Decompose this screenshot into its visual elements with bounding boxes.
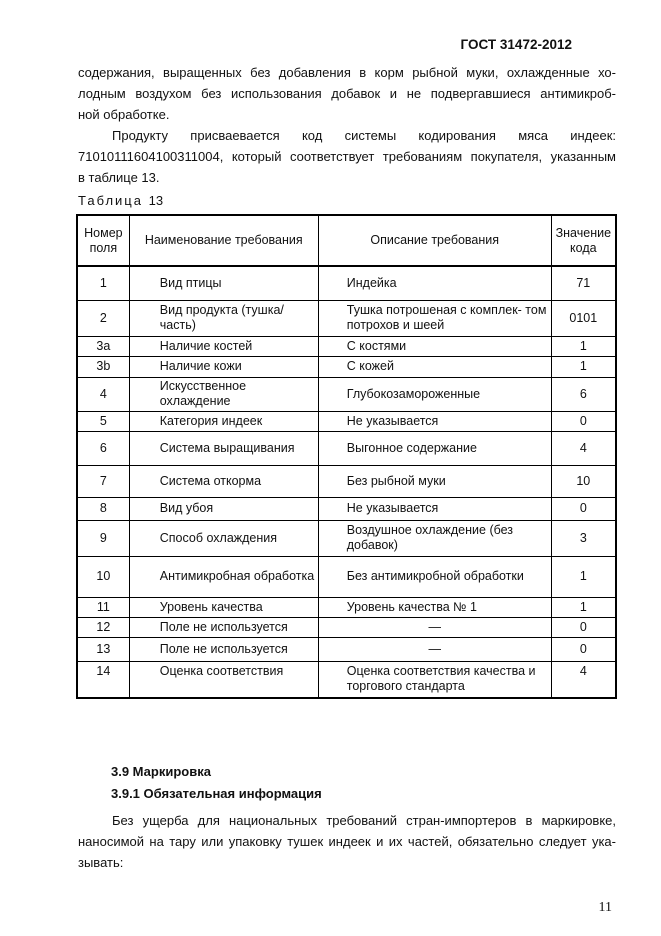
table-row: [77, 465, 616, 497]
code-value-cell: [551, 617, 616, 637]
requirement-description-cell-text: Воздушное охлаждение (без добавок): [346, 523, 514, 552]
field-number-cell: [77, 356, 129, 377]
table-row: [77, 377, 616, 411]
requirement-description-cell-text: Не указывается: [346, 501, 439, 515]
field-number-cell-text: 8: [99, 501, 107, 515]
text-line: Без ущерба для национальных требований стран-импортеров в маркировке,: [112, 813, 616, 828]
table-row: [77, 520, 616, 556]
field-number-cell: [77, 377, 129, 411]
text-line: 71010111604100311004, который соответствует требованиям покупателя, указанным: [78, 149, 616, 164]
requirement-description-cell: [318, 411, 551, 431]
code-value-cell-text: 1: [579, 569, 587, 583]
header-requirement-name: Наименование требования: [129, 215, 318, 266]
requirement-name-cell-text: Оценка соответствия: [159, 663, 284, 678]
requirement-description-cell-text: Оценка соответствия качества и торгового стандарта: [346, 664, 536, 694]
requirement-description-cell-text: Не указывается: [346, 413, 439, 428]
requirement-description-cell-text: Глубокозамороженные: [346, 386, 481, 401]
table-caption-word: Таблица: [78, 193, 143, 208]
document-header: ГОСТ 31472-2012: [460, 37, 572, 52]
field-number-cell: [77, 556, 129, 597]
page-number: 11: [598, 900, 612, 915]
text-line: наносимой на тару или упаковку тушек индеек и их частей, обязательно следует ука-: [78, 834, 616, 849]
code-value-cell: [551, 465, 616, 497]
requirement-description-cell: [318, 597, 551, 617]
header-code-value: Значение кода: [551, 215, 616, 266]
field-number-cell-text: 3a: [96, 338, 111, 353]
code-value-cell: [551, 556, 616, 597]
code-value-cell-text: 0: [579, 413, 587, 428]
code-value-cell-text: 1: [579, 599, 587, 614]
field-number-cell-text: 5: [99, 413, 107, 428]
requirement-name-cell-text: Способ охлаждения: [159, 530, 278, 545]
requirement-name-cell-text: Категория индеек: [159, 413, 263, 428]
code-value-cell-text: 0: [579, 501, 587, 515]
text-line: лодным воздухом без использования добавок и не подвергавшиеся антимикроб-: [78, 86, 616, 101]
field-number-cell-text: 6: [99, 440, 107, 455]
field-number-cell-text: 1: [99, 275, 107, 290]
code-value-cell: [551, 336, 616, 356]
header-field-number: Номер поля: [77, 215, 129, 266]
requirement-description-cell-text: Индейка: [346, 275, 397, 290]
field-number-cell-text: 3b: [96, 359, 111, 373]
requirement-name-cell-text: Поле не используется: [159, 641, 288, 656]
text-line: зывать:: [78, 855, 124, 870]
requirement-description-cell: [318, 520, 551, 556]
table-caption: [78, 193, 163, 208]
code-value-cell: [551, 497, 616, 520]
requirement-name-cell-text: Наличие кожи: [159, 359, 242, 373]
requirement-description-cell-text: Выгонное содержание: [346, 440, 477, 455]
requirement-name-cell: [129, 497, 318, 520]
requirement-name-cell-text: Система откорма: [159, 473, 262, 488]
field-number-cell-text: 14: [96, 663, 111, 678]
code-value-cell-text: 4: [579, 663, 587, 678]
requirements-table: [76, 214, 617, 699]
requirement-name-cell: [129, 637, 318, 661]
requirement-description-cell: [318, 377, 551, 411]
text-line: Продукту присваевается код системы кодирования мяса индеек:: [112, 128, 616, 143]
code-value-cell: [551, 377, 616, 411]
code-value-cell: [551, 637, 616, 661]
requirement-description-cell: [318, 556, 551, 597]
requirement-description-cell-text: —: [428, 619, 441, 634]
intro-paragraph-1: [78, 62, 616, 125]
code-value-cell-text: 4: [579, 440, 587, 455]
field-number-cell-text: 4: [99, 386, 107, 401]
code-value-cell: [551, 266, 616, 300]
requirement-description-cell: [318, 617, 551, 637]
requirement-description-cell-text: Без рыбной муки: [346, 473, 446, 488]
intro-paragraph-2: [78, 125, 616, 188]
field-number-cell-text: 7: [99, 473, 107, 488]
field-number-cell: [77, 637, 129, 661]
requirement-name-cell-text: Вид птицы: [159, 275, 222, 290]
requirement-description-cell: [318, 661, 551, 698]
requirement-description-cell-text: Уровень качества № 1: [346, 599, 478, 614]
requirement-description-cell: [318, 637, 551, 661]
table-row: [77, 431, 616, 465]
field-number-cell-text: 10: [96, 569, 111, 583]
header-requirement-description: Описание требования: [318, 215, 551, 266]
text-line: содержания, выращенных без добавления в корм рыбной муки, охлажденные хо-: [78, 65, 616, 80]
requirement-name-cell: [129, 661, 318, 698]
requirement-name-cell: [129, 431, 318, 465]
requirement-name-cell-text: Антимикробная обработка: [159, 569, 315, 583]
requirement-description-cell: [318, 266, 551, 300]
field-number-cell: [77, 465, 129, 497]
requirement-name-cell: [129, 617, 318, 637]
code-value-cell: [551, 597, 616, 617]
code-value-cell-text: 1: [579, 338, 587, 353]
requirement-name-cell-text: Поле не используется: [159, 619, 288, 634]
requirement-name-cell: [129, 377, 318, 411]
section-paragraph: [78, 810, 616, 873]
field-number-cell-text: 11: [96, 599, 110, 614]
requirement-description-cell-text: С костями: [346, 338, 407, 353]
requirement-description-cell-text: С кожей: [346, 359, 394, 373]
code-value-cell-text: 10: [576, 473, 591, 488]
table-row: [77, 497, 616, 520]
table-row: [77, 597, 616, 617]
requirement-name-cell-text: Вид продукта (тушка/ часть): [159, 303, 284, 332]
field-number-cell: [77, 300, 129, 336]
requirement-name-cell-text: Искусственное охлаждение: [159, 379, 247, 408]
field-number-cell-text: 13: [96, 641, 111, 656]
requirement-description-cell: [318, 431, 551, 465]
table-row: [77, 661, 616, 698]
field-number-cell-text: 9: [99, 530, 107, 545]
table-row: [77, 336, 616, 356]
code-value-cell: [551, 411, 616, 431]
requirement-description-cell: [318, 497, 551, 520]
code-value-cell: [551, 661, 616, 698]
section-title: 3.9 Маркировка: [111, 764, 211, 779]
requirement-name-cell: [129, 411, 318, 431]
requirement-name-cell: [129, 597, 318, 617]
field-number-cell-text: 12: [96, 619, 111, 634]
field-number-cell: [77, 266, 129, 300]
field-number-cell: [77, 597, 129, 617]
requirement-description-cell: [318, 356, 551, 377]
requirement-description-cell: [318, 465, 551, 497]
field-number-cell: [77, 411, 129, 431]
table-row: [77, 356, 616, 377]
table-caption-number: 13: [148, 193, 164, 208]
field-number-cell-text: 2: [99, 310, 107, 325]
requirement-name-cell-text: Уровень качества: [159, 599, 263, 614]
requirement-name-cell: [129, 300, 318, 336]
field-number-cell: [77, 336, 129, 356]
requirement-name-cell: [129, 556, 318, 597]
code-value-cell: [551, 300, 616, 336]
requirement-name-cell: [129, 356, 318, 377]
requirement-name-cell-text: Наличие костей: [159, 338, 253, 353]
requirement-name-cell: [129, 336, 318, 356]
field-number-cell: [77, 617, 129, 637]
code-value-cell-text: 0: [579, 641, 587, 656]
table-row: [77, 266, 616, 300]
table-row: [77, 300, 616, 336]
table-row: [77, 411, 616, 431]
requirement-name-cell-text: Система выращивания: [159, 440, 295, 455]
field-number-cell: [77, 497, 129, 520]
code-value-cell-text: 6: [579, 386, 587, 401]
field-number-cell: [77, 520, 129, 556]
code-value-cell-text: 1: [579, 359, 587, 373]
code-value-cell: [551, 520, 616, 556]
requirement-name-cell: [129, 520, 318, 556]
requirement-description-cell: [318, 336, 551, 356]
requirement-description-cell-text: —: [428, 641, 441, 656]
field-number-cell: [77, 661, 129, 698]
text-line: ной обработке.: [78, 107, 170, 122]
requirement-name-cell-text: Вид убоя: [159, 501, 214, 515]
requirement-name-cell: [129, 465, 318, 497]
table-header-row: [77, 215, 616, 266]
text-line: в таблице 13.: [78, 170, 160, 185]
field-number-cell: [77, 431, 129, 465]
requirement-description-cell-text: Тушка потрошеная с комплек- том потрохов и шеей: [346, 303, 547, 332]
code-value-cell-text: 0: [579, 619, 587, 634]
table-row: [77, 556, 616, 597]
code-value-cell: [551, 431, 616, 465]
requirement-name-cell: [129, 266, 318, 300]
code-value-cell-text: 3: [579, 530, 587, 545]
section-subtitle: 3.9.1 Обязательная информация: [111, 786, 322, 801]
code-value-cell-text: 0101: [569, 310, 598, 325]
requirement-description-cell-text: Без антимикробной обработки: [346, 569, 524, 583]
code-value-cell-text: 71: [576, 275, 591, 290]
table-row: [77, 637, 616, 661]
table-row: [77, 617, 616, 637]
code-value-cell: [551, 356, 616, 377]
requirement-description-cell: [318, 300, 551, 336]
